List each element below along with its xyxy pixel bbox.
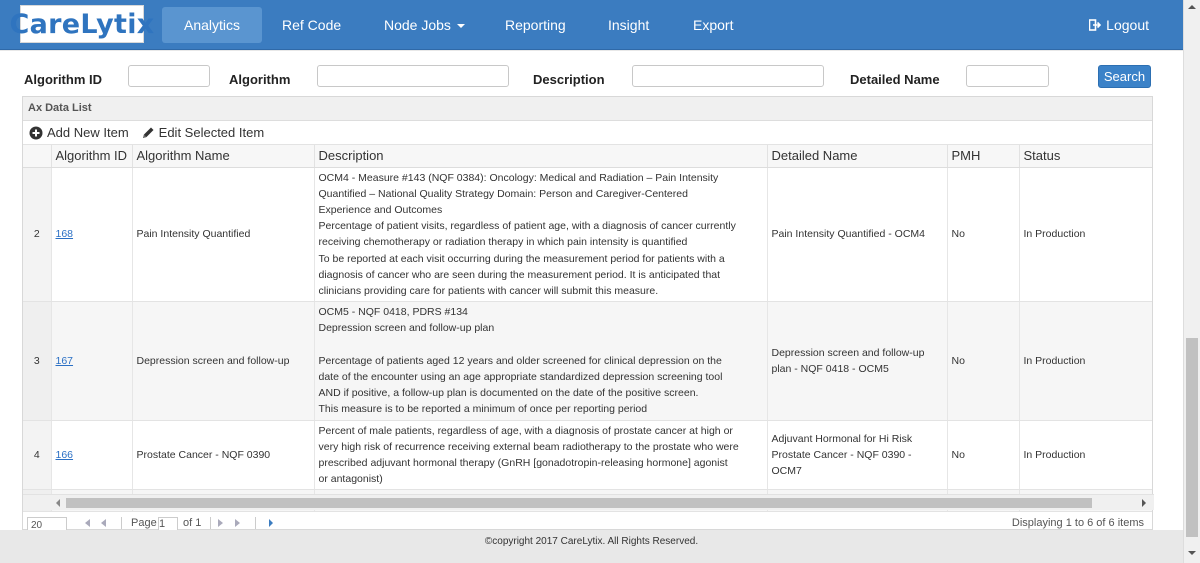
description-line <box>319 337 763 353</box>
grid-pager <box>23 511 1154 530</box>
description-line: Experience and Outcomes <box>318 203 443 216</box>
nav-node-jobs-label: Node Jobs <box>384 17 451 33</box>
description-line: OCM5 - NQF 0418, PDRS #134 <box>318 306 468 319</box>
row-number: 2 <box>23 167 51 302</box>
scroll-down-icon[interactable] <box>1188 551 1196 555</box>
nav-ref-code[interactable]: Ref Code <box>282 17 342 33</box>
nav-reporting[interactable]: Reporting <box>505 17 566 33</box>
detailed-name-label: Detailed Name <box>850 72 940 87</box>
algorithm-id-label: Algorithm ID <box>24 72 102 87</box>
plus-circle-icon <box>29 126 43 140</box>
column-header[interactable]: PMH <box>947 145 1019 167</box>
algorithm-name-cell: Prostate Cancer - NQF 0390 <box>132 420 314 490</box>
first-page-icon[interactable] <box>85 519 90 527</box>
pmh-cell: No <box>947 420 1019 490</box>
table-header-row <box>23 145 1153 167</box>
description-line: Depression screen and follow-up plan <box>318 322 495 335</box>
description-line: OCM4 - Measure #143 (NQF 0384): Oncology: Medical and Radiation – Pain Intensity <box>318 171 719 184</box>
add-new-item-button[interactable] <box>29 125 129 140</box>
description-line: receiving chemotherapy or radiation therapy in which pain intensity is quantified <box>318 236 688 249</box>
detailed-name-cell: Pain Intensity Quantified - OCM4 <box>767 167 947 302</box>
row-number: 4 <box>23 420 51 490</box>
brand-text: CareLytix <box>9 8 155 40</box>
detailed-name-cell: Depression screen and follow-up plan - NQF 0418 - OCM5 <box>767 302 947 420</box>
status-cell: In Production <box>1019 167 1153 302</box>
edit-selected-item-label: Edit Selected Item <box>158 125 265 140</box>
description-line: or antagonist) <box>318 473 383 486</box>
nav-insight[interactable]: Insight <box>608 17 650 33</box>
scroll-right-icon[interactable] <box>1142 499 1146 507</box>
detailed-name-cell: Adjuvant Hormonal for Hi Risk Prostate Cancer - NQF 0390 - OCM7 <box>767 420 947 490</box>
description-line: This measure is to be reported a minimum of once per reporting period <box>318 403 648 416</box>
copyright-text: ©copyright 2017 CareLytix. All Rights Reserved. <box>484 536 699 547</box>
scroll-thumb[interactable] <box>1186 338 1198 537</box>
data-grid <box>22 96 1153 530</box>
column-header[interactable]: Algorithm ID <box>51 145 132 167</box>
logout-button[interactable] <box>1089 7 1149 43</box>
page-vertical-scrollbar[interactable] <box>1183 0 1200 563</box>
description-line: Percentage of patients aged 12 years and older screened for clinical depression on the <box>318 354 722 367</box>
description-line: Quantified – National Quality Strategy Domain: Person and Caregiver-Centered <box>318 187 688 200</box>
last-page-icon[interactable] <box>235 519 240 527</box>
column-header[interactable]: Algorithm Name <box>132 145 314 167</box>
refresh-icon[interactable] <box>269 519 273 527</box>
data-table <box>23 145 1153 512</box>
brand-logo[interactable] <box>9 5 155 43</box>
column-header[interactable]: Status <box>1019 145 1153 167</box>
logout-icon <box>1089 19 1101 31</box>
logout-label: Logout <box>1106 17 1149 33</box>
page-footer <box>0 530 1183 563</box>
pencil-icon <box>141 126 155 140</box>
page-number-input[interactable]: 1 <box>158 517 178 530</box>
description-cell <box>314 302 767 420</box>
scroll-left-icon[interactable] <box>56 499 60 507</box>
table-row[interactable] <box>23 420 1153 490</box>
caret-down-icon <box>457 24 465 28</box>
row-number-header <box>23 145 51 167</box>
next-page-icon[interactable] <box>218 519 223 527</box>
nav-node-jobs[interactable] <box>362 7 487 43</box>
prev-page-icon[interactable] <box>101 519 106 527</box>
description-line: Percent of male patients, regardless of age, with a diagnosis of prostate cancer at high or <box>318 424 733 437</box>
description-label: Description <box>533 72 605 87</box>
algorithm-id-cell <box>51 167 132 302</box>
detailed-name-input[interactable] <box>966 65 1049 87</box>
algorithm-name-cell: Pain Intensity Quantified <box>132 167 314 302</box>
status-cell: In Production <box>1019 420 1153 490</box>
description-input[interactable] <box>632 65 824 87</box>
description-line: diagnosis of cancer who are seen during the measurement period. It is anticipated that <box>318 268 721 281</box>
pager-separator <box>255 517 256 529</box>
algorithm-input[interactable] <box>317 65 509 87</box>
pmh-cell: No <box>947 167 1019 302</box>
algorithm-name-cell: Depression screen and follow-up <box>132 302 314 420</box>
description-line: prescribed adjuvant hormonal therapy (GnRH [gonadotropin-releasing hormone] agonist <box>318 456 728 469</box>
status-cell: In Production <box>1019 302 1153 420</box>
edit-selected-item-button[interactable] <box>141 125 265 140</box>
description-line: clinicians providing care for patients with cancer will submit this measure. <box>318 284 659 297</box>
main-content <box>0 51 1183 530</box>
description-line: AND if positive, a follow-up plan is documented on the date of the positive screen. <box>318 387 699 400</box>
nav-export[interactable]: Export <box>693 17 734 33</box>
scroll-up-icon[interactable] <box>1188 5 1196 9</box>
page-of-label: of 1 <box>183 517 202 529</box>
top-navbar <box>0 0 1183 50</box>
horizontal-scroll-thumb[interactable] <box>66 498 1092 508</box>
description-cell <box>314 167 767 302</box>
column-header[interactable]: Description <box>314 145 767 167</box>
page-label: Page <box>131 517 157 529</box>
records-info: Displaying 1 to 6 of 6 items <box>1011 517 1144 529</box>
pager-separator <box>210 517 211 529</box>
search-filters <box>0 51 1183 95</box>
description-line: To be reported at each visit occurring during the measurement period for patients with a <box>318 252 725 265</box>
algorithm-id-cell <box>51 302 132 420</box>
page-size-select[interactable]: 20 <box>27 517 67 530</box>
add-new-item-label: Add New Item <box>47 125 129 140</box>
grid-toolbar <box>23 121 1152 145</box>
algorithm-id-input[interactable] <box>128 65 210 87</box>
description-cell <box>314 420 767 490</box>
pager-separator <box>121 517 122 529</box>
algorithm-label: Algorithm <box>229 72 291 87</box>
description-line: Percentage of patient visits, regardless of patient age, with a diagnosis of cancer currently <box>318 220 736 233</box>
algorithm-id-link[interactable]: 167 <box>55 354 74 367</box>
table-row[interactable] <box>23 302 1153 420</box>
algorithm-id-link[interactable]: 166 <box>55 448 74 461</box>
algorithm-id-cell <box>51 420 132 490</box>
search-button[interactable]: Search <box>1098 65 1151 88</box>
description-line: very high risk of recurrence receiving external beam radiotherapy to the prostate who were <box>318 440 739 453</box>
pmh-cell: No <box>947 302 1019 420</box>
column-header[interactable]: Detailed Name <box>767 145 947 167</box>
description-line: date of the encounter using an age appropriate standardized depression screening tool <box>318 370 723 383</box>
nav-analytics[interactable]: Analytics <box>162 7 262 43</box>
table-row[interactable] <box>23 167 1153 302</box>
algorithm-id-link[interactable]: 168 <box>55 228 74 241</box>
grid-horizontal-scrollbar[interactable] <box>23 494 1154 510</box>
row-number: 3 <box>23 302 51 420</box>
grid-caption: Ax Data List <box>23 97 1152 121</box>
